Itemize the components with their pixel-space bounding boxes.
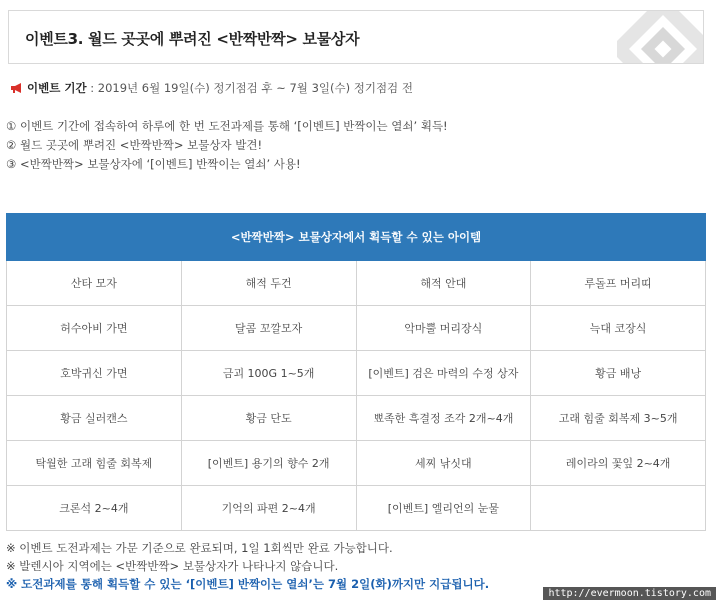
event-steps <box>6 117 448 174</box>
table-cell: 탁월한 고래 힘줄 회복제 <box>7 441 182 486</box>
table-cell: [이벤트] 엘리언의 눈물 <box>356 486 531 531</box>
table-cell: 산타 모자 <box>7 261 182 306</box>
table-row <box>7 261 706 306</box>
note-text: ※ 도전과제를 통해 획득할 수 있는 ‘ <box>6 577 190 591</box>
decorative-logo-icon <box>617 10 704 64</box>
table-cell: 황금 배낭 <box>531 351 706 396</box>
note-item: ※ 이벤트 도전과제는 가문 기준으로 완료되며, 1일 1회씩만 완료 가능합니다. <box>6 541 393 555</box>
event-period <box>10 80 413 96</box>
table-cell: 황금 실러캔스 <box>7 396 182 441</box>
event-period-label: 이벤트 기간 <box>27 81 87 95</box>
table-row <box>7 351 706 396</box>
table-cell: 달콤 꼬깔모자 <box>181 306 356 351</box>
megaphone-icon <box>10 82 24 94</box>
table-row <box>7 306 706 351</box>
step-item: ② 월드 곳곳에 뿌려진 <반짝반짝> 보물상자 발견! <box>6 138 263 152</box>
table-cell: 해적 두건 <box>181 261 356 306</box>
table-cell: 황금 단도 <box>181 396 356 441</box>
page-title: 이벤트3. 월드 곳곳에 뿌려진 <반짝반짝> 보물상자 <box>25 30 360 48</box>
table-row <box>7 441 706 486</box>
table-cell: [이벤트] 검은 마력의 수정 상자 <box>356 351 531 396</box>
table-cell: [이벤트] 용기의 향수 2개 <box>181 441 356 486</box>
table-cell: 늑대 코장식 <box>531 306 706 351</box>
step-item: ① 이벤트 기간에 접속하여 하루에 한 번 도전과제를 통해 ‘[이벤트] 반짝이는 열쇠’ 획득! <box>6 119 448 133</box>
table-cell: 세찌 낚싯대 <box>356 441 531 486</box>
table-cell: 해적 안대 <box>356 261 531 306</box>
table-cell: 크론석 2~4개 <box>7 486 182 531</box>
note-text: ’는 7월 2일(화)까지만 지급됩니다. <box>308 577 490 591</box>
table-cell: 허수아비 가면 <box>7 306 182 351</box>
event-notes <box>6 539 489 593</box>
note-item: ※ 발렌시아 지역에는 <반짝반짝> 보물상자가 나타나지 않습니다. <box>6 559 339 573</box>
table-cell: 악마뿔 머리장식 <box>356 306 531 351</box>
note-item-highlight <box>6 575 489 593</box>
table-cell: 루돌프 머리띠 <box>531 261 706 306</box>
event-period-dates: : 2019년 6월 19일(수) 정기점검 후 ~ 7월 3일(수) 정기점검 전 <box>86 81 413 95</box>
reward-items-table <box>6 213 706 531</box>
table-cell: 금괴 100G 1~5개 <box>181 351 356 396</box>
table-row <box>7 396 706 441</box>
table-cell: 고래 힘줄 회복제 3~5개 <box>531 396 706 441</box>
table-cell <box>531 486 706 531</box>
table-cell: 뾰족한 흑결정 조각 2개~4개 <box>356 396 531 441</box>
note-key-name: [이벤트] 반짝이는 열쇠 <box>190 577 309 591</box>
watermark: http://evermoon.tistory.com <box>543 587 716 600</box>
table-cell: 레이라의 꽃잎 2~4개 <box>531 441 706 486</box>
table-header: <반짝반짝> 보물상자에서 획득할 수 있는 아이템 <box>7 214 706 261</box>
step-item: ③ <반짝반짝> 보물상자에 ‘[이벤트] 반짝이는 열쇠’ 사용! <box>6 157 301 171</box>
event-title-box <box>8 10 704 64</box>
table-row <box>7 486 706 531</box>
table-cell: 기억의 파편 2~4개 <box>181 486 356 531</box>
table-cell: 호박귀신 가면 <box>7 351 182 396</box>
